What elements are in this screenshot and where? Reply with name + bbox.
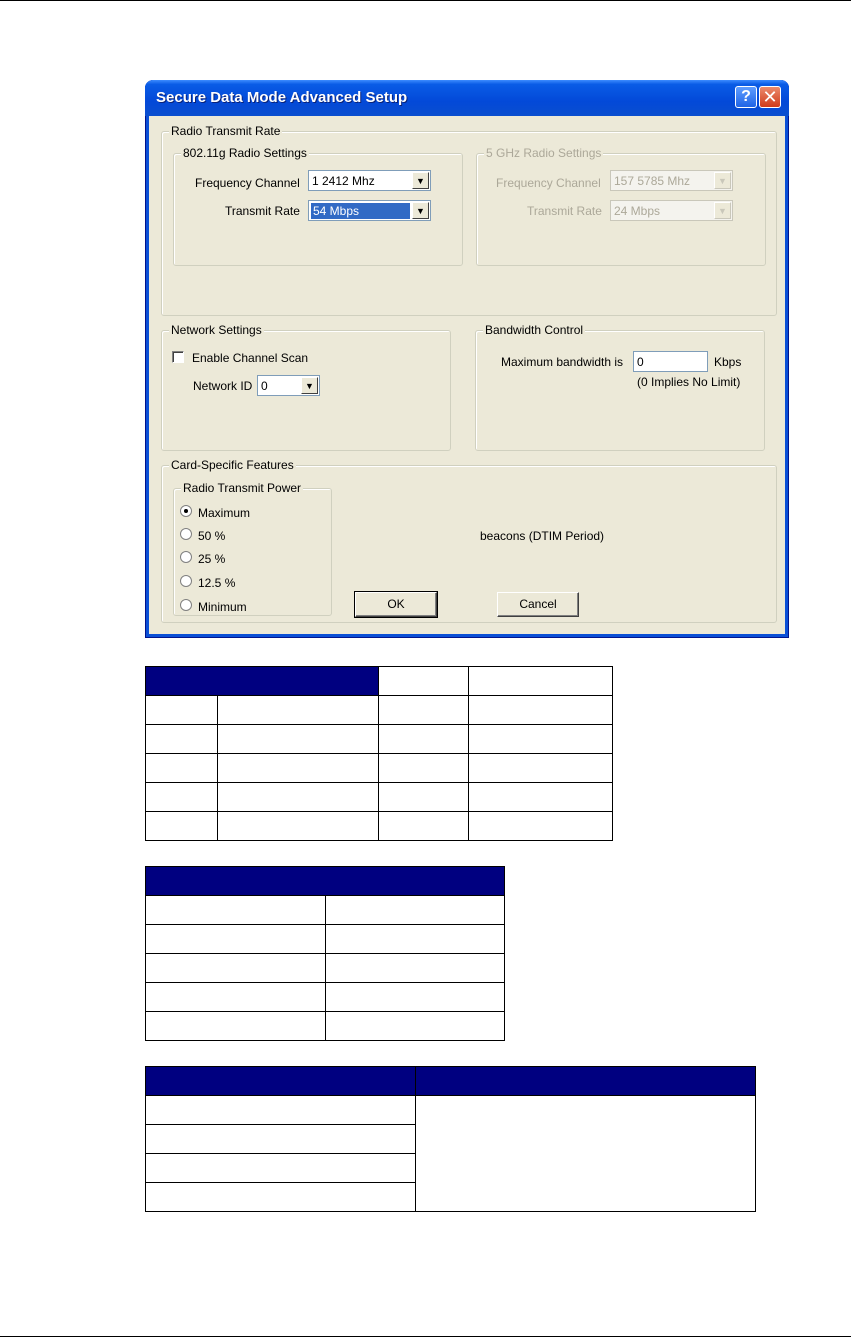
table-row <box>146 1012 505 1041</box>
transmit-rate-select[interactable] <box>308 200 431 221</box>
power-12-5-radio[interactable] <box>180 575 192 587</box>
table-row <box>146 812 613 841</box>
beacons-text: beacons (DTIM Period) <box>480 529 605 543</box>
dialog-client-area <box>149 116 785 634</box>
g-radio-settings-legend: 802.11g Radio Settings <box>183 146 307 160</box>
radio-transmit-power-group <box>173 481 332 616</box>
5ghz-frequency-channel-select <box>610 170 733 191</box>
network-id-select[interactable] <box>257 375 320 396</box>
bandwidth-note: (0 Implies No Limit) <box>637 375 741 389</box>
5ghz-frequency-channel-value: 157 5785 Mhz <box>614 174 691 188</box>
power-maximum-radio[interactable] <box>180 505 192 517</box>
close-button[interactable]: ✕ <box>759 86 781 108</box>
5ghz-radio-settings-group <box>476 146 766 266</box>
bottom-rule <box>0 1336 851 1337</box>
cancel-button[interactable]: Cancel <box>497 592 579 617</box>
5ghz-frequency-channel-label: Frequency Channel <box>496 176 601 190</box>
max-bandwidth-value: 0 <box>637 355 644 369</box>
max-bandwidth-label: Maximum bandwidth is <box>501 355 624 369</box>
bandwidth-control-legend: Bandwidth Control <box>485 323 584 337</box>
5ghz-transmit-rate-value: 24 Mbps <box>614 204 661 218</box>
power-25-label[interactable]: 25 % <box>198 552 226 566</box>
power-minimum-label[interactable]: Minimum <box>198 600 247 614</box>
table-header-cell <box>416 1067 756 1096</box>
5ghz-transmit-rate-select <box>610 200 733 221</box>
card-features-group <box>161 458 777 623</box>
table-header-row <box>146 867 505 896</box>
empty-table-2 <box>145 866 505 1041</box>
radio-transmit-rate-group <box>161 124 777 316</box>
enable-channel-scan-label[interactable]: Enable Channel Scan <box>192 351 309 365</box>
table-header-row <box>146 667 613 696</box>
transmit-rate-value: 54 Mbps <box>311 203 410 219</box>
table-row <box>146 896 505 925</box>
card-features-legend: Card-Specific Features <box>171 458 294 472</box>
table-row <box>146 783 613 812</box>
table-row <box>146 696 613 725</box>
table-row <box>146 754 613 783</box>
table-header-cell <box>469 667 613 696</box>
table-header-row <box>146 1067 756 1096</box>
network-id-label: Network ID <box>193 379 253 393</box>
5ghz-transmit-rate-label: Transmit Rate <box>527 204 602 218</box>
merged-cell <box>416 1096 756 1212</box>
chevron-down-icon[interactable]: ▼ <box>301 377 318 394</box>
frequency-channel-label: Frequency Channel <box>195 176 300 190</box>
chevron-down-icon[interactable]: ▼ <box>412 172 429 189</box>
table-header-cell <box>146 667 379 696</box>
5ghz-radio-settings-legend: 5 GHz Radio Settings <box>486 146 602 160</box>
table-row <box>146 983 505 1012</box>
power-minimum-radio[interactable] <box>180 599 192 611</box>
g-radio-settings-group <box>173 146 463 266</box>
table-row <box>146 725 613 754</box>
help-button[interactable]: ? <box>735 86 757 108</box>
chevron-down-icon: ▼ <box>714 202 731 219</box>
table-row <box>146 954 505 983</box>
title-bar[interactable] <box>145 80 789 116</box>
advanced-setup-dialog <box>145 80 789 638</box>
empty-table-1 <box>145 666 613 841</box>
power-50-radio[interactable] <box>180 528 192 540</box>
power-25-radio[interactable] <box>180 551 192 563</box>
table-header-cell <box>146 1067 416 1096</box>
radio-transmit-power-legend: Radio Transmit Power <box>183 481 302 495</box>
table-row <box>146 1096 756 1125</box>
dialog-title: Secure Data Mode Advanced Setup <box>156 89 408 106</box>
enable-channel-scan-checkbox[interactable] <box>172 351 184 363</box>
frequency-channel-value: 1 2412 Mhz <box>312 174 375 188</box>
power-12-5-label[interactable]: 12.5 % <box>198 576 236 590</box>
frequency-channel-select[interactable] <box>308 170 431 191</box>
chevron-down-icon[interactable]: ▼ <box>412 202 429 219</box>
table-header-cell <box>379 667 469 696</box>
ok-button[interactable]: OK <box>355 592 437 617</box>
transmit-rate-label: Transmit Rate <box>225 204 300 218</box>
chevron-down-icon: ▼ <box>714 172 731 189</box>
top-rule <box>0 0 851 1</box>
bandwidth-control-group <box>475 323 765 451</box>
power-50-label[interactable]: 50 % <box>198 529 226 543</box>
network-settings-legend: Network Settings <box>171 323 262 337</box>
empty-table-3 <box>145 1066 756 1212</box>
max-bandwidth-input[interactable] <box>633 351 708 372</box>
network-settings-group <box>161 323 451 451</box>
network-id-value: 0 <box>261 379 268 393</box>
power-maximum-label[interactable]: Maximum <box>198 506 251 520</box>
table-header-cell <box>146 867 505 896</box>
radio-transmit-rate-legend: Radio Transmit Rate <box>171 124 281 138</box>
table-row <box>146 925 505 954</box>
bandwidth-unit: Kbps <box>714 355 742 369</box>
